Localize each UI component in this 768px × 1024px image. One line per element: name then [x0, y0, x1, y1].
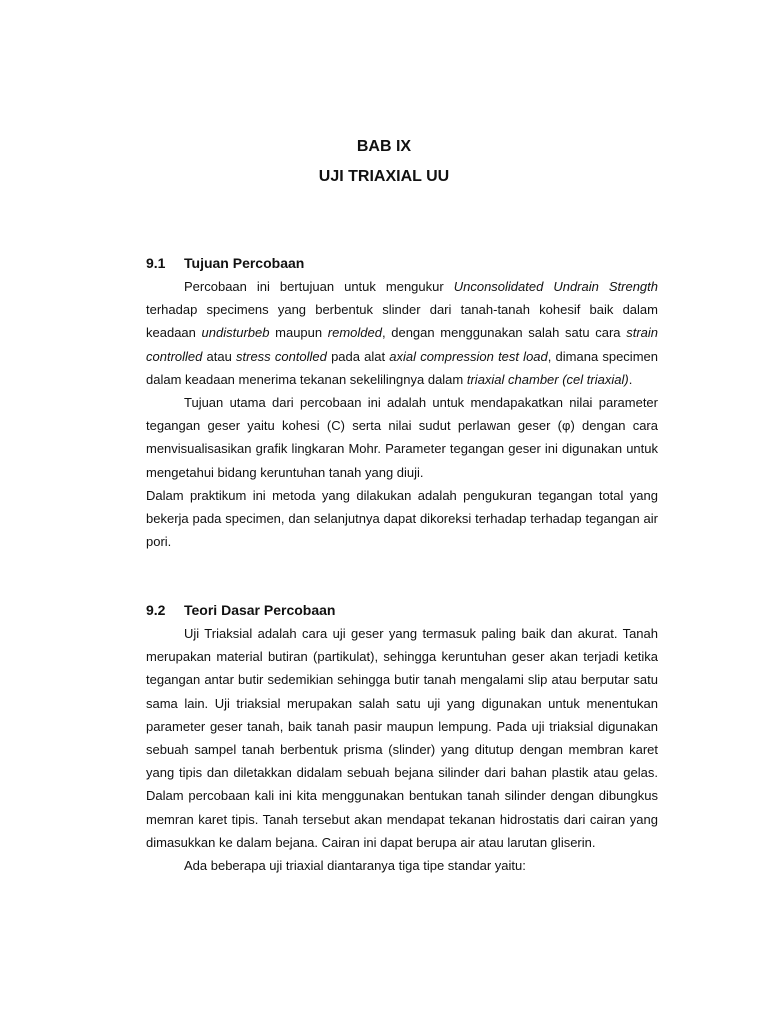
paragraph: Ada beberapa uji triaxial diantaranya tiga tipe standar yaitu:	[184, 858, 526, 874]
italic-term: Unconsolidated Undrain Strength	[453, 279, 659, 294]
paragraph: Uji Triaksial adalah cara uji geser yang termasuk paling baik dan akurat. Tanah merupakan material butiran (partikulat), sehingga keruntuhan geser akan terjadi ketika tegangan antar butir sedemikian sehingga butir tanah mengalami slip atau berputar satu sama lain. Uji triaksial merupakan salah satu uji yang digunakan untuk menentukan parameter geser tanah, baik tanah pasir maupun lempung. Pada uji triaksial digunakan sebuah sampel tanah berbentuk prisma (slinder) yang ditutup dengan membran karet yang tipis dan diletakkan didalam sebuah bejana silinder dari bahan plastik atau gelas. Dalam percobaan kali ini kita menggunakan bentukan tanah silinder dengan dibungkus memran karet tipis. Tanah tersebut akan mendapat tekanan hidrostatis dari cairan yang dimasukkan ke dalam bejana. Cairan ini dapat berupa air atau larutan gliserin.	[146, 626, 658, 850]
text-run: terhadap specimens yang berbentuk slinder dari tanah-tanah kohesif baik dalam keadaan	[146, 302, 658, 341]
text-run: pada alat	[326, 348, 390, 364]
text-run: , dimana specimen dalam keadaan menerima tekanan sekelilingnya dalam	[146, 348, 658, 387]
italic-term: stress contolled	[236, 348, 327, 364]
section-9-1	[146, 252, 658, 553]
chapter-label: BAB IX	[356, 138, 412, 155]
text-run: Percobaan ini bertujuan untuk mengukur	[184, 279, 454, 294]
text-run: .	[628, 371, 633, 387]
paragraph: Dalam praktikum ini metoda yang dilakukan adalah pengukuran tegangan total yang bekerja pada specimen, dan selanjutnya dapat dikoreksi terhadap terhadap tegangan air pori.	[146, 487, 658, 550]
section-number: 9.1	[146, 255, 166, 271]
chapter-title: UJI TRIAXIAL UU	[318, 168, 450, 185]
text-run: , dengan menggunakan salah satu cara	[381, 325, 627, 341]
section-number: 9.2	[146, 602, 166, 618]
italic-term: undisturbeb	[201, 325, 270, 341]
chapter-heading	[0, 132, 768, 192]
italic-term: triaxial chamber (cel triaxial)	[466, 371, 629, 387]
paragraph	[146, 275, 658, 391]
italic-term: remolded	[327, 325, 382, 341]
italic-term: strain controlled	[146, 325, 658, 364]
section-title: Teori Dasar Percobaan	[184, 602, 336, 618]
text-run: atau	[202, 348, 237, 364]
section-9-2	[146, 599, 658, 877]
section-title: Tujuan Percobaan	[184, 255, 305, 271]
paragraph: Tujuan utama dari percobaan ini adalah untuk mendapakatkan nilai parameter tegangan geser yaitu kohesi (C) serta nilai sudut perlawan geser (φ) dengan cara menvisualisasikan grafik lingkaran Mohr. Parameter tegangan geser ini digunakan untuk mengetahui bidang keruntuhan tanah yang diuji.	[146, 395, 658, 480]
section-heading	[146, 599, 658, 622]
section-heading	[146, 252, 658, 275]
text-run: maupun	[269, 325, 328, 341]
italic-term: axial compression test load	[389, 348, 548, 364]
